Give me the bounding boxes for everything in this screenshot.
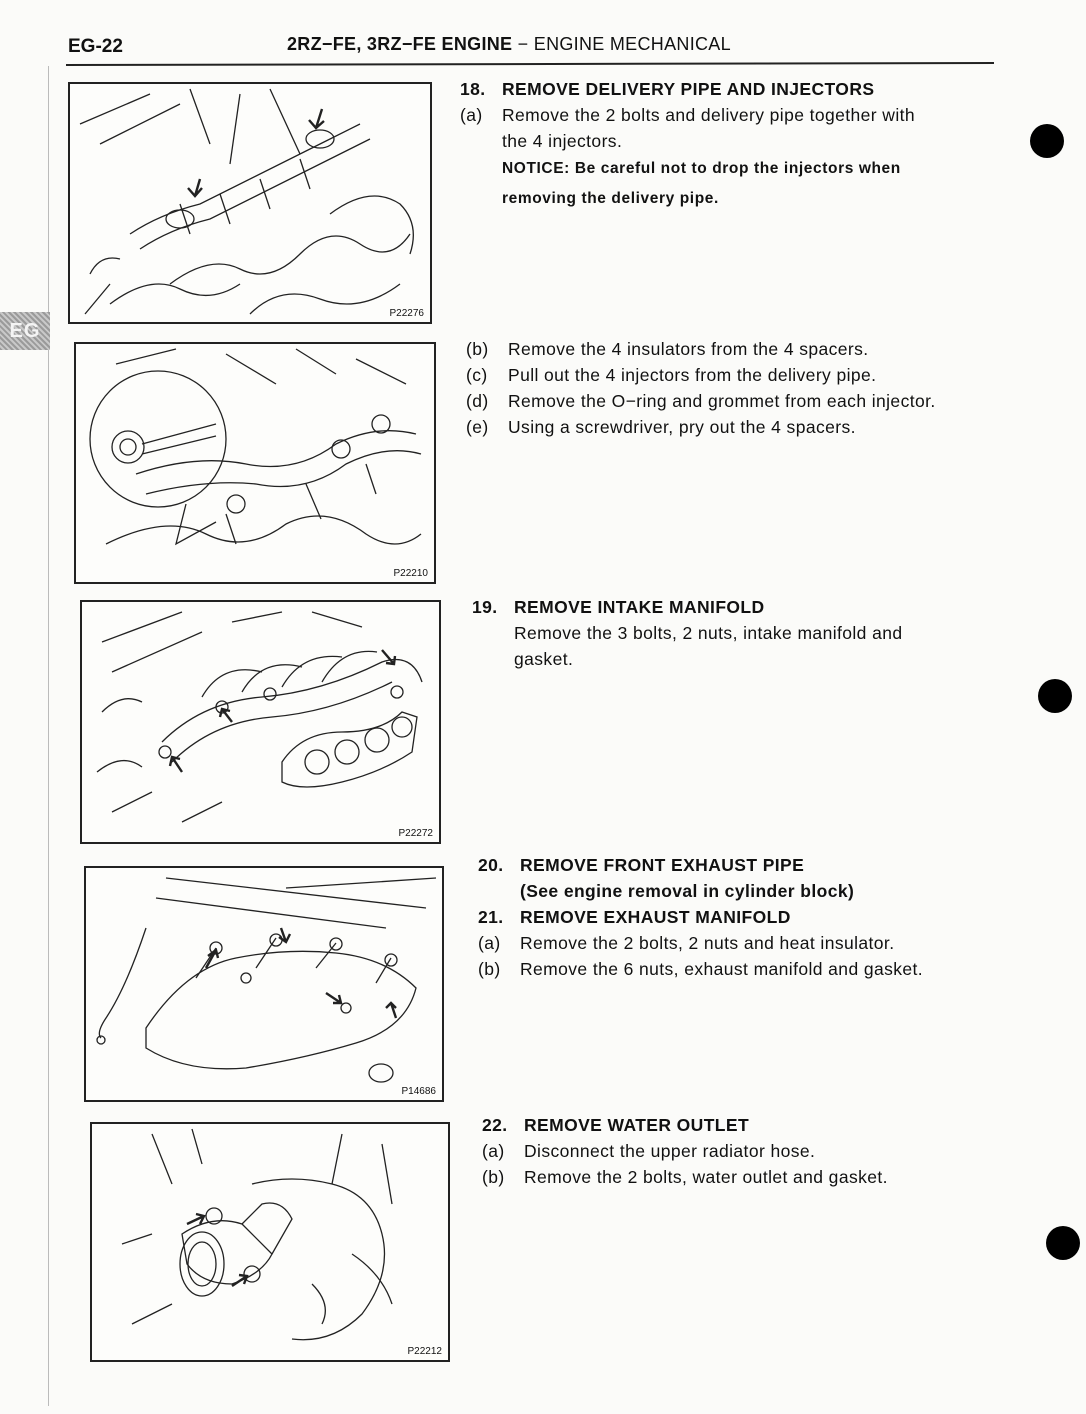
substep-b: [478, 956, 1038, 982]
figure-injectors: [74, 342, 436, 584]
figure-code: P22210: [393, 568, 428, 579]
figure-intake-manifold: [80, 600, 441, 844]
substep-text: Remove the 2 bolts, water outlet and gasket.: [524, 1167, 888, 1187]
substep-b: [466, 336, 1026, 362]
substep-label: (b): [466, 339, 489, 359]
figure-exhaust-manifold: [84, 866, 444, 1102]
figure-code: P14686: [401, 1086, 436, 1097]
substep-label: (c): [466, 365, 488, 385]
step-heading: [460, 76, 1020, 102]
substep-a: [460, 102, 1020, 128]
step-18-substeps: [466, 336, 1026, 440]
step-number: 20.: [478, 855, 504, 875]
step-22: [482, 1112, 1042, 1190]
step-number: 19.: [472, 597, 498, 617]
substep-label: (b): [482, 1167, 505, 1187]
figure-code: P22212: [407, 1346, 442, 1357]
step-heading: [478, 904, 1038, 930]
step-number: 21.: [478, 907, 504, 927]
notice-line: removing the delivery pipe.: [502, 190, 719, 207]
substep-a: [482, 1138, 1042, 1164]
substep-label: (d): [466, 391, 489, 411]
step-text-cont: gasket.: [514, 649, 574, 669]
substep-text: Using a screwdriver, pry out the 4 spacers.: [508, 417, 856, 437]
figure-code: P22272: [398, 828, 433, 839]
injectors-illustration: [76, 344, 434, 582]
substep-text: Disconnect the upper radiator hose.: [524, 1141, 816, 1161]
notice-line: NOTICE: Be careful not to drop the injectors when: [502, 160, 901, 177]
page-title-section: − ENGINE MECHANICAL: [512, 34, 731, 54]
intake-manifold-illustration: [82, 602, 439, 842]
figure-water-outlet: [90, 1122, 450, 1362]
substep-text-cont: the 4 injectors.: [502, 131, 623, 151]
exhaust-manifold-illustration: [86, 868, 442, 1100]
substep-label: (a): [478, 933, 501, 953]
step-title: REMOVE DELIVERY PIPE AND INJECTORS: [502, 79, 875, 99]
header-rule: [66, 62, 994, 66]
step-title: REMOVE EXHAUST MANIFOLD: [520, 907, 791, 927]
step-heading: [482, 1112, 1042, 1138]
step-number: 22.: [482, 1115, 508, 1135]
step-title: REMOVE INTAKE MANIFOLD: [514, 597, 765, 617]
substep-b: [482, 1164, 1042, 1190]
substep-label: (a): [482, 1141, 505, 1161]
step-heading: [478, 852, 1038, 878]
delivery-pipe-illustration: [70, 84, 430, 322]
margin-bullet: [1038, 679, 1072, 713]
margin-bullet: [1030, 124, 1064, 158]
substep-label: (a): [460, 105, 483, 125]
substep-text: Remove the 6 nuts, exhaust manifold and gasket.: [520, 959, 924, 979]
step-title: REMOVE FRONT EXHAUST PIPE: [520, 855, 805, 875]
figure-delivery-pipe: [68, 82, 432, 324]
step-number: 18.: [460, 79, 486, 99]
substep-text: Remove the O−ring and grommet from each injector.: [508, 391, 936, 411]
substep-label: (e): [466, 417, 489, 437]
substep-label: (b): [478, 959, 501, 979]
substep-d: [466, 388, 1026, 414]
substep-e: [466, 414, 1026, 440]
step-title: REMOVE WATER OUTLET: [524, 1115, 750, 1135]
figure-code: P22276: [389, 308, 424, 319]
step-18: [460, 76, 1020, 214]
substep-c: [466, 362, 1026, 388]
substep-text: Remove the 4 insulators from the 4 spacers.: [508, 339, 869, 359]
page-title: [287, 34, 731, 55]
substep-text: Remove the 2 bolts, 2 nuts and heat insulator.: [520, 933, 895, 953]
step-20-21: [478, 852, 1038, 982]
step-text: Remove the 3 bolts, 2 nuts, intake manifold and: [514, 623, 903, 643]
step-19: [472, 594, 1032, 672]
substep-text: Remove the 2 bolts and delivery pipe together with: [502, 105, 916, 125]
page-title-engine: 2RZ−FE, 3RZ−FE ENGINE: [287, 34, 513, 54]
page-number: EG-22: [68, 36, 123, 57]
section-tab: EG: [0, 312, 50, 350]
substep-text: Pull out the 4 injectors from the delivery pipe.: [508, 365, 877, 385]
left-margin-line: [48, 66, 49, 1406]
substep-a: [478, 930, 1038, 956]
step-note: (See engine removal in cylinder block): [520, 881, 855, 901]
water-outlet-illustration: [92, 1124, 448, 1360]
step-heading: [472, 594, 1032, 620]
margin-bullet: [1046, 1226, 1080, 1260]
